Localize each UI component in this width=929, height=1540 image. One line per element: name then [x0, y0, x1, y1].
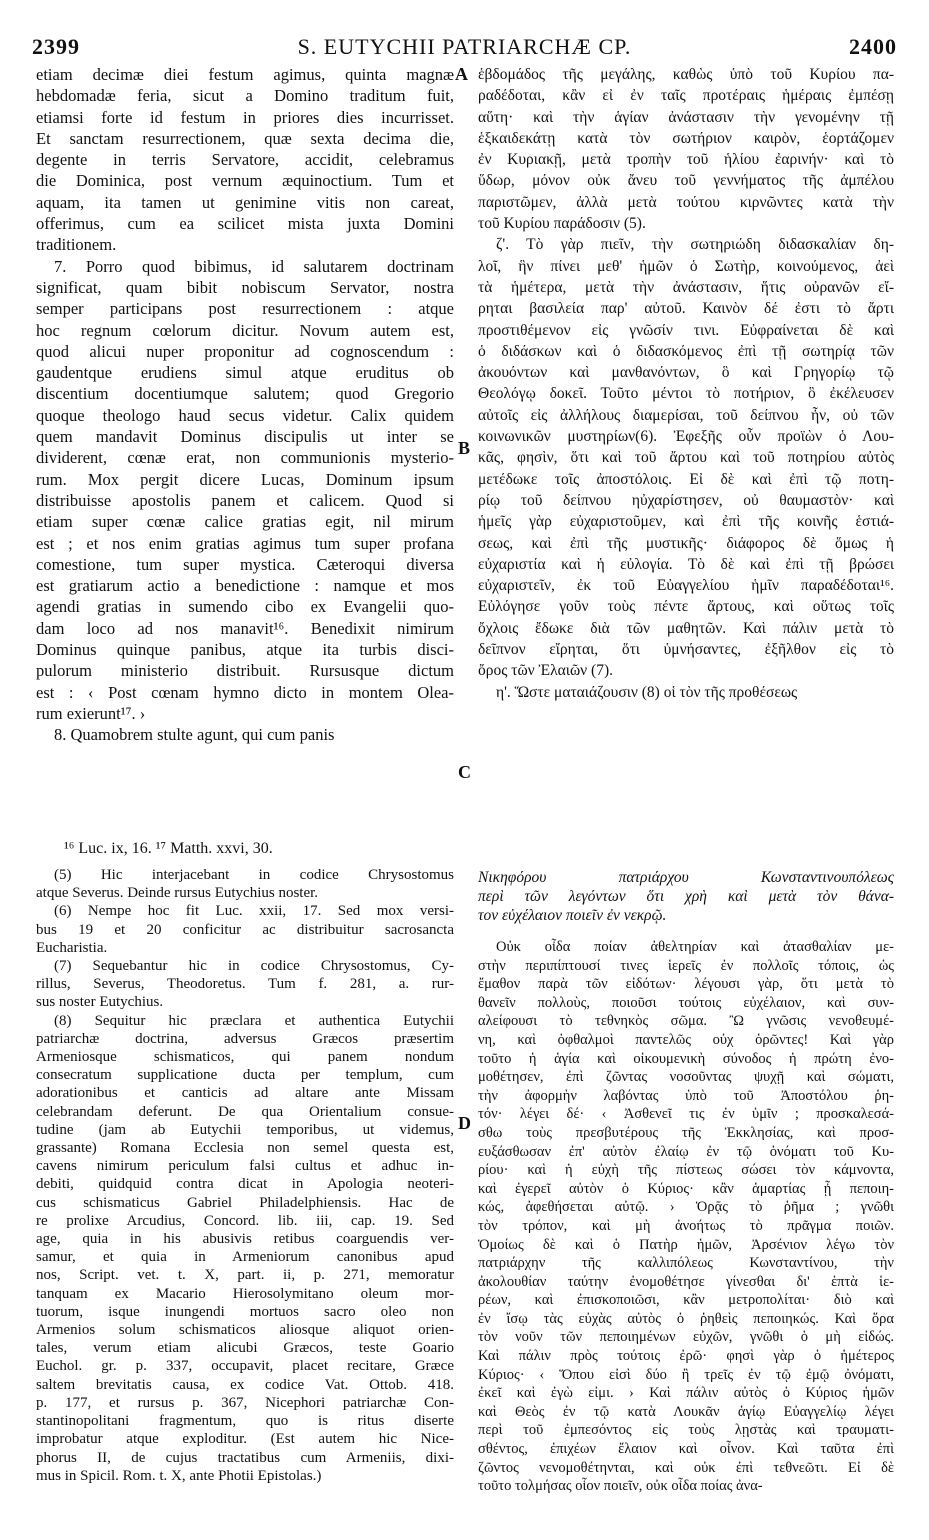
latin-note-line: tudine (jam ab Eutychii temporibus, ut videmus,: [36, 1121, 454, 1138]
greek-note-line: τοῦτο τολμήσας οἷον ποιεῖν, οὐκ οἶδα ποίας ἀνα-: [478, 1478, 763, 1495]
greek-note-line: τὸν νοῦν τῶν πεποιημένων εὐχῶν, γνῶθι ὁ μὴ εἰδώς.: [478, 1329, 894, 1346]
greek-note-line: καὶ Θεὸς ἐν τῷ κατὰ Λουκᾶν ἁγίῳ Εὐαγγελίῳ λέγει: [478, 1403, 894, 1420]
latin-note-line: sus noster Eutychius.: [36, 994, 164, 1011]
latin-note-line: saltem brevitatis causa, ex codice Vat. Ottob. 418.: [36, 1376, 454, 1393]
latin-line: 8. Quamobrem stulte agunt, qui cum panis: [54, 725, 335, 745]
greek-line: ζ'. Τὸ γὰρ πιεῖν, τὴν σωτηριώδη διδασκαλίαν δη-: [496, 236, 894, 254]
latin-line: 7. Porro quod bibimus, id salutarem doctrinam: [54, 256, 454, 276]
latin-notes: [36, 866, 454, 1485]
greek-note-line: ἐν ἴσῳ τὰς εὐχὰς αὐτὸς ὁ ῥηθεὶς πεποιηκώς. Καὶ ὅρα: [478, 1310, 894, 1327]
latin-line: est ; et nos enim gratias agimus tum super profana: [36, 533, 454, 553]
latin-note-line: consecratum supplicatione ducta per templum, cum: [36, 1067, 454, 1084]
greek-note-line: νη, καὶ ὀφθαλμοὶ παντελῶς οὐχ ὁρῶντες! Καὶ γὰρ: [478, 1031, 894, 1048]
greek-line: παριστῶμεν, ἀλλὰ μετὰ τούτου κιρνῶντες κατὰ τὴν: [478, 193, 894, 211]
latin-note-line: re prolixe Arcudius, Concord. lib. iii, cap. 19. Sed: [36, 1212, 454, 1229]
greek-line: ραδέδοται, κἂν εἰ ἐν ταῖς προτέραις ἡμέραις ἐμπέσῃ: [478, 87, 894, 105]
greek-line: εὐχαριστία καὶ ἡ εὐλογία. Τὸ δὲ καὶ ἐπὶ τῇ βρώσει: [478, 555, 894, 573]
latin-note-line: stantinopolitani fragmentum, quo is ritus diserte: [36, 1413, 454, 1430]
page-header: [32, 34, 897, 58]
latin-note-line: Armenios solum schismaticos aliosque aliquot orien-: [36, 1322, 454, 1339]
greek-note-line: σθέντος, ἐπιχέων ἔλαιον καὶ οἶνον. Καὶ ταῦτα ἐπὶ: [478, 1441, 894, 1458]
latin-line: comestione, tum super mystica. Cæteroqui diversa: [36, 554, 454, 574]
latin-line: Dominus quinque panibus, atque ita turbis disci-: [36, 640, 454, 660]
greek-line: ἐν Κυριακῇ, μετὰ τροπὴν τοῦ ἡλίου ἐαρινήν· καὶ τὸ: [478, 151, 894, 169]
greek-note-line: θανεῖν πολλοὺς, ποιοῦσι τούτοις εὐχέλαιον, καὶ συν-: [478, 994, 894, 1011]
latin-note-line: atque Severus. Deinde rursus Eutychius noster.: [36, 885, 319, 902]
latin-line: rum. Mox pergit dicere Lucas, Dominum ipsum: [36, 469, 454, 489]
footnote-references: [36, 838, 454, 859]
footnote-line: ¹⁶ Luc. ix, 16. ¹⁷ Matth. xxvi, 30.: [64, 840, 273, 857]
latin-note-line: patriarchæ doctrina, adversus Græcos præsertim: [36, 1030, 454, 1047]
greek-line: λοῖ, ἣν πίνει μεθ' ἡμῶν ὁ Σωτὴρ, κοινούμενος, ἀεὶ: [478, 257, 894, 275]
latin-note-line: phorus II, de cujus tractatibus cum Armeniis, dixi-: [36, 1449, 454, 1466]
latin-line: degente in terris Servatore, accidit, celebramus: [36, 150, 454, 170]
greek-note-line: ἔμαθον παρὰ τῶν εἰδότων· λέγουσι γὰρ, ὅτι μετὰ τὸ: [478, 976, 894, 993]
greek-note-line: ευξάσθωσαν ἐπ' αὐτὸν ἐλαίῳ ἐν τῷ ὀνόματι τοῦ Κυ-: [478, 1143, 894, 1160]
latin-line: Et sanctam resurrectionem, quæ sexta decima die,: [36, 128, 454, 148]
latin-note-line: (8) Sequitur hic præclara et authentica Eutychii: [54, 1012, 454, 1029]
greek-note-line: κώς, ἀφεθήσεται αὐτῷ. › Ὁρᾷς τὸ ῥῆμα ; γνῶθι: [478, 1199, 894, 1216]
margin-letter-b: B: [458, 438, 471, 458]
greek-note-line: ρίου· καὶ ἡ εὐχὴ τῆς πίστεως σώσει τὸν κάμνοντα,: [478, 1162, 894, 1179]
latin-note-line: adorationibus et canticis ad altare ante Missam: [36, 1085, 454, 1102]
latin-note-line: samur, et quia in Armeniorum canonibus apud: [36, 1249, 454, 1266]
latin-line: gaudentque erudiens simul atque eruditus ob: [36, 363, 454, 383]
latin-line: rum exierunt¹⁷. ›: [36, 703, 146, 723]
greek-line: Θεολόγῳ δοκεῖ. Τοῦτο μέντοι τὸ ποτήριον, ὃ ἐκέλευσεν: [478, 385, 894, 403]
greek-title-line: τον εὐχέλαιον ποιεῖν ἐν νεκρῷ.: [478, 907, 667, 924]
latin-note-line: (5) Hic interjacebant in codice Chrysostomus: [54, 867, 454, 883]
margin-letter-c: C: [458, 762, 471, 782]
latin-line: quod alicui nuper proponitur ad cognoscendum :: [36, 341, 454, 361]
latin-note-line: tales, verum etiam alicubi Græcos, teste Goario: [36, 1340, 454, 1357]
latin-line: est gratiarum actio a benedictione : namque et mos: [36, 576, 454, 596]
latin-line: dividerent, cœnæ erat, non communionis mysterio-: [36, 448, 454, 468]
latin-line: traditionem.: [36, 235, 117, 255]
latin-line: etiam super cœnæ calice gratias egit, nil mirum: [36, 512, 454, 532]
greek-line: δεῖπνον εἴρηται, ὅτι ὑμνήσαντες, ἐξῆλθον εἰς τὸ: [478, 641, 894, 659]
greek-note-line: καὶ ἐγερεῖ αὐτὸν ὁ Κύριος· κἂν ἁμαρτίας ᾖ πεποιη-: [478, 1180, 894, 1197]
latin-line: die Dominica, post vernum æquinoctium. Tum et: [36, 171, 454, 191]
greek-note-line: τὴν ἀφορμὴν λαβόντας ὑπὸ τοῦ Ἀποστόλου ῥη-: [478, 1087, 894, 1104]
latin-note-line: bus 19 et 20 conficitur ac distribuitur sacrosancta: [36, 921, 454, 938]
latin-note-line: nos, Script. vet. t. X, part. ii, p. 271, memoratur: [36, 1267, 454, 1284]
latin-note-line: age, quia in his abusivis retibus coarguendis ver-: [36, 1231, 454, 1248]
greek-note-line: αλείφουσι τὸ τεθνηκὸς σῶμα. Ὢ γνῶσις νενοθευμέ-: [478, 1013, 894, 1030]
greek-line: ὕδωρ, μόνον οὐκ ἄνευ τοῦ γεννήματος τῆς ἀμπέλου: [478, 172, 894, 190]
latin-main-text: [36, 64, 454, 746]
greek-line: ὄρος τῶν Ἐλαιῶν (7).: [478, 662, 613, 680]
margin-letter-d: D: [458, 1113, 471, 1133]
greek-line: ρηται βασιλεία παρ' αὐτοῦ. Καινὸν δέ ἐστι τὸ ἄρτι: [478, 300, 894, 318]
latin-note-line: celebrandam deferunt. De qua Orientalium consue-: [36, 1103, 454, 1120]
greek-line: κᾶς, φησὶν, ὅτι καὶ τοῦ ἄρτου καὶ τοῦ ποτηρίου αὐτὸς: [478, 449, 894, 467]
latin-line: hebdomadæ feria, sicut a Domino traditum fuit,: [36, 86, 454, 106]
margin-letter-a: A: [455, 64, 468, 84]
latin-line: distribuisse apostolis panem et calicem. Quod si: [36, 490, 454, 510]
greek-line: αὐτοῖς εἰς ἀλλήλους διαμερίσαι, τοῦ δείπνου ἦν, οὐ τῶν: [478, 406, 894, 424]
greek-note-line: μοθέτησεν, ἐπὶ ζῶντας νοσοῦντας ψυχῇ καὶ σώματι,: [478, 1069, 894, 1086]
greek-line: τὰ ἡμέτερα, μετὰ τὴν ἀνάστασιν, ἥτις οὐρανῶν εἴ-: [478, 278, 894, 296]
latin-line: aquam, ita tamen ut genimine vitis non careat,: [36, 192, 454, 212]
latin-note-line: p. 177, et rursus p. 367, Nicephori patriarchæ Con-: [36, 1394, 454, 1411]
greek-line: κοινωνικῶν μυστηρίων(6). Ἐφεξῆς οὖν προϊὼν ὁ Λου-: [478, 428, 894, 446]
latin-note-line: cavens nimirum periculum falsi cultus et adhuc in-: [36, 1158, 454, 1175]
latin-line: semper participans post resurrectionem : atque: [36, 299, 454, 319]
latin-note-line: Euchol. gr. p. 337, occupavit, placet recitare, Græce: [36, 1358, 454, 1375]
greek-note-line: Ὁμοίως δὲ καὶ ὁ Πατὴρ ἡμῶν, Ἀρσένιον λέγω τὸν: [478, 1236, 894, 1253]
running-title: S. EUTYCHII PATRIARCHÆ CP.: [297, 34, 632, 59]
latin-line: etiam decimæ diei festum agimus, quinta magnæ: [36, 65, 454, 84]
greek-line: ἀκουόντων καὶ μανθανόντων, ὃ καὶ Γρηγορίῳ τῷ: [478, 364, 894, 382]
greek-line: ἑξκαιδεκάτῃ κατὰ τὸν σωτήριον καιρὸν, ἑορτάζομεν: [478, 129, 894, 147]
greek-note-line: Καὶ πάλιν πρὸς τούτοις ἐρῶ· φησὶ γὰρ ὁ ἡμέτερος: [478, 1348, 894, 1365]
greek-line: ρίῳ τοῦ δείπνου ηὐχαρίστησεν, οὐ θαυμαστὸν· καὶ: [478, 491, 894, 509]
latin-line: est : ‹ Post cœnam hymno dicto in montem Olea-: [36, 682, 454, 702]
greek-note-line: πατριάρχην τῆς καλλιπόλεως Κωνσταντίνου, τὴν: [478, 1255, 894, 1272]
greek-note-line: περὶ τοῦ ἐμπεσόντος εἰς τοὺς λῃστὰς καὶ τραυματι-: [478, 1422, 894, 1439]
latin-line: significat, quam bibit nobiscum Servator, nostra: [36, 277, 454, 297]
greek-note-line: τοῦτο ἡ ἁγία καὶ οἰκουμενικὴ σύνοδος ἡ πρώτη ἐνο-: [478, 1050, 894, 1067]
greek-notes: [478, 938, 894, 1496]
latin-line: pulorum ministerio distribuit. Rursusque dictum: [36, 661, 454, 681]
greek-line: μετέδωκε τοῖς ἀποστόλοις. Εἰ δὲ καὶ ἐπὶ τῷ ποτη-: [478, 470, 894, 488]
greek-note-line: ἀκολουθίαν ταύτην ἐνομοθέτησε γίνεσθαι δι' ἑπτὰ ἱε-: [478, 1273, 894, 1290]
greek-note-line: ρέων, καὶ ἐπισκοποιῶσι, κἂν μετροπολίται· διὸ καὶ: [478, 1292, 894, 1309]
latin-line: etiamsi forte id festum in priores dies incurrisset.: [36, 107, 454, 127]
latin-note-line: cus schismaticus Gabriel Philadelphiensis. Hac de: [36, 1194, 454, 1211]
latin-note-line: tanquam ex Macario Hierosolymitano oleum mor-: [36, 1285, 454, 1302]
greek-note-line: Οὐκ οἶδα ποίαν ἀθελτηρίαν καὶ ἀτασθαλίαν με-: [496, 939, 894, 955]
greek-line: αὕτη· καὶ τὴν ἁγίαν ἀνάστασιν τὴν γενομένην τῇ: [478, 108, 894, 126]
greek-line: ὁ διδάσκων καὶ ὁ διδασκόμενος ἐπὶ τῇ σωτηρίᾳ τῶν: [478, 342, 894, 360]
greek-line: Εὐλόγησε γοῦν τοὺς πέντε ἄρτους, καὶ οὕτως τοῖς: [478, 598, 894, 616]
latin-note-line: tuorum, isque inungendi mortuos sacro oleo non: [36, 1303, 454, 1320]
right-page-number: 2400: [849, 34, 897, 59]
greek-title-line: Νικηφόρου πατριάρχου Κωνσταντινουπόλεως: [478, 869, 894, 886]
greek-note-line: ἐκεῖ καὶ ἐγὼ εἰμι. › Καὶ πάλιν αὐτὸς ὁ Κύριος ἡμῶν: [478, 1385, 894, 1402]
latin-line: dam loco ad nos manavit¹⁶. Benedixit nimirum: [36, 618, 454, 638]
greek-main-text: [478, 64, 894, 703]
greek-line: η'. Ὥστε ματαιάζουσιν (8) οἱ τὸν τῆς προθέσεως: [496, 683, 798, 701]
greek-note-line: τόν· λέγει δέ· ‹ Ἀσθενεῖ τις ἐν ὑμῖν ; προσκαλεσά-: [478, 1106, 894, 1123]
greek-note-line: τὸν τρόπον, καὶ μὴ ἀνοήτως τὸ πρᾶγμα ποιῶν.: [478, 1217, 894, 1234]
latin-line: agendi gratias in sumendo cibo ex Evangelii quo-: [36, 597, 454, 617]
latin-line: hoc regnum cœlorum dicitur. Novum autem est,: [36, 320, 454, 340]
greek-line: τοῦ Κυρίου παράδοσιν (5).: [478, 215, 646, 233]
latin-note-line: Armeniosque schismaticos, qui panem nondum: [36, 1049, 454, 1066]
latin-note-line: grassante) Romana Ecclesia non semel questa est,: [36, 1140, 454, 1157]
greek-line: ἑβδομάδος τῆς μεγάλης, καθὼς ὑπὸ τοῦ Κυρίου πα-: [478, 66, 894, 83]
latin-note-line: (6) Nempe hoc fit Luc. xxii, 17. Sed mox versi-: [54, 903, 454, 920]
latin-note-line: mus in Spicil. Rom. t. X, ante Photii Epistolas.): [36, 1467, 322, 1484]
greek-note-line: Κύριος· ‹ Ὅπου εἰσὶ δύο ἢ τρεῖς ἐν τῷ ἐμῷ ὀνόματι,: [478, 1366, 894, 1383]
greek-line: ὄχλοις ἔδωκε διὰ τῶν μαθητῶν. Καὶ πάλιν μετὰ τὸ: [478, 619, 894, 637]
greek-note-line: στὴν περιπίπτουσί τινες ἱερεῖς ἐν πολλοῖς τόποις, ὡς: [478, 957, 894, 974]
latin-note-line: debiti, quidquid contra dicat in Apologia neoteri-: [36, 1176, 454, 1193]
latin-line: discentium docentiumque salutem; quod Gregorio: [36, 384, 454, 404]
greek-note-title: [478, 868, 894, 925]
latin-note-line: Eucharistia.: [36, 939, 108, 956]
latin-line: quoque theologo haud secus videtur. Calix quidem: [36, 405, 454, 425]
greek-line: προστιθέμενον εἰς γνῶσίν τινι. Εὐφραίνεται δὲ καὶ: [478, 321, 894, 339]
latin-line: quem mandavit Dominus discipulis ut inter se: [36, 427, 454, 447]
greek-line: ἡμεῖς γὰρ εὐχαριστοῦμεν, καὶ ἐπὶ τῆς κοινῆς ἑστιά-: [478, 513, 894, 531]
left-page-number: 2399: [32, 34, 80, 59]
greek-title-line: περὶ τῶν λεγόντων ὅτι χρὴ καὶ μετὰ τὸν θάνα-: [478, 888, 894, 905]
latin-note-line: (7) Sequebantur hic in codice Chrysostomus, Cy-: [54, 958, 454, 975]
latin-note-line: improbatur atque exploditur. (Est autem hic Nice-: [36, 1431, 454, 1448]
greek-note-line: ζῶντος νενομοθέτηνται, καὶ οὐκ ἐπὶ τεθνεῶτι. Εἰ δὲ: [478, 1459, 894, 1476]
latin-line: offerimus, cum ea scilicet mista juxta Domini: [36, 214, 454, 234]
greek-line: σεως, καὶ ἐπὶ τῆς μυστικῆς· διάφορος δὲ ὅμως ἡ: [478, 534, 894, 552]
latin-note-line: rillus, Severus, Theodoretus. Tum f. 281, a. rur-: [36, 976, 454, 993]
greek-note-line: σθω τοὺς πρεσβυτέρους τῆς Ἐκκλησίας, καὶ προσ-: [478, 1124, 894, 1141]
greek-line: εὐχαριστεῖν, ἐκ τοῦ Εὐαγγελίου ἡμῖν παραδέδοται¹⁶.: [478, 577, 894, 595]
